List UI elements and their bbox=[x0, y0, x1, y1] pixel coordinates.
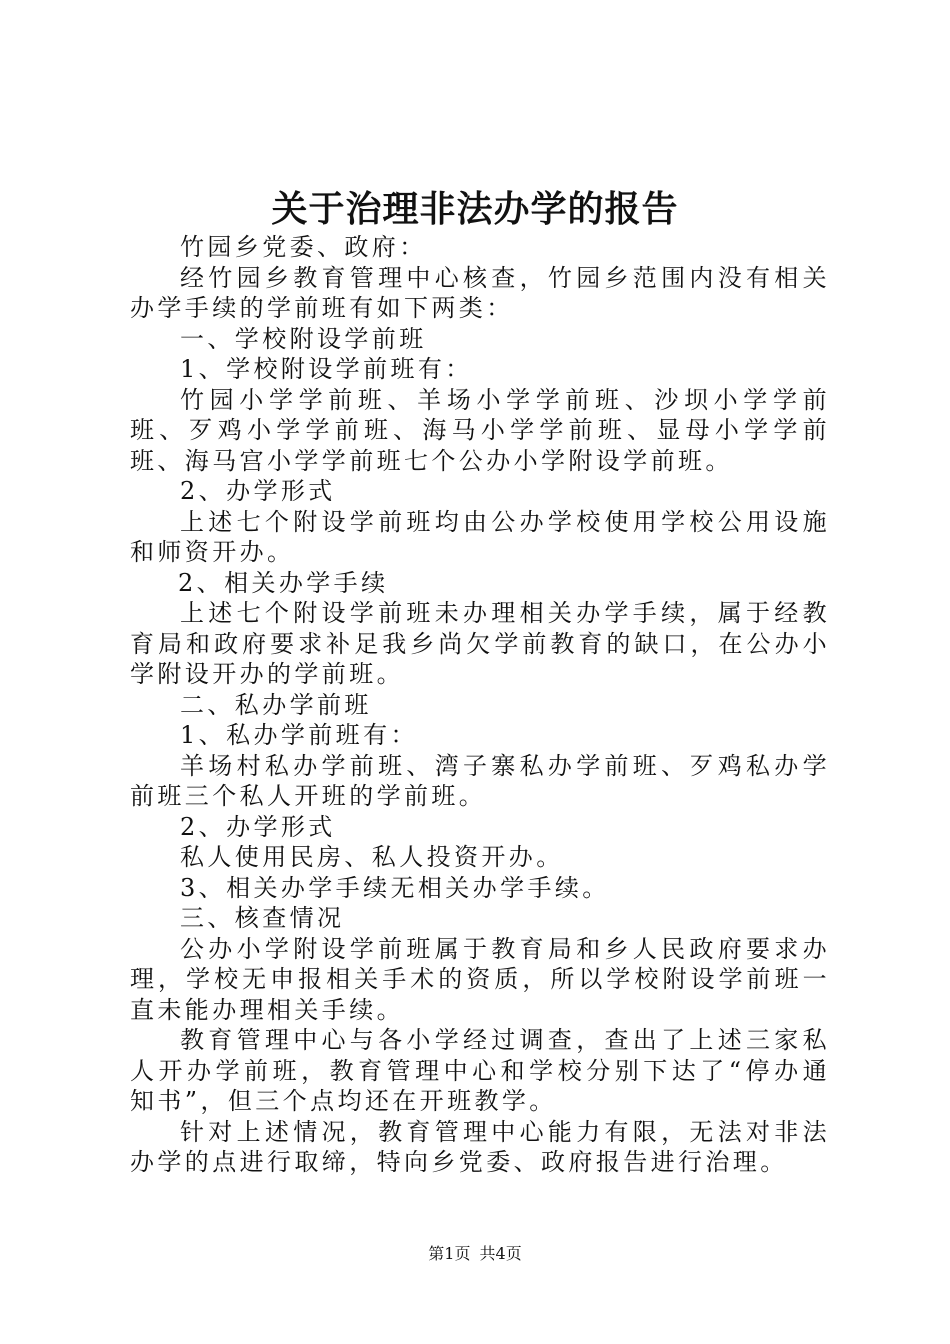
paragraph-school-procedures: 上述七个附设学前班未办理相关办学手续，属于经教育局和政府要求补足我乡尚欠学前教育的缺口，在公办小学附设开办的学前班。 bbox=[130, 599, 830, 688]
section-heading-2: 二、私办学前班 bbox=[180, 690, 372, 719]
page-footer: 第1页 共4页 bbox=[428, 1244, 522, 1263]
paragraph-private-list: 羊场村私办学前班、湾子寨私办学前班、歹鸡私办学前班三个私人开班的学前班。 bbox=[130, 751, 830, 810]
section-heading-3: 三、核查情况 bbox=[180, 904, 345, 932]
paragraph-school-list: 竹园小学学前班、羊场小学学前班、沙坝小学学前班、歹鸡小学学前班、海马小学学前班、显母小学学前班、海马宫小学学前班七个公办小学附设学前班。 bbox=[130, 385, 830, 475]
paragraph-school-form: 上述七个附设学前班均由公办学校使用学校公用设施和师资开办。 bbox=[130, 507, 830, 566]
paragraph-private-procedures: 3、相关办学手续无相关办学手续。 bbox=[180, 873, 610, 902]
salutation: 竹园乡党委、政府： bbox=[180, 233, 427, 261]
subheading-1-1: 1、学校附设学前班有： bbox=[180, 355, 473, 383]
paragraph-private-form: 私人使用民房、私人投资开办。 bbox=[180, 843, 564, 871]
document-body bbox=[130, 232, 830, 1178]
section-heading-1: 一、学校附设学前班 bbox=[180, 324, 427, 353]
subheading-1-2: 2、办学形式 bbox=[180, 477, 336, 505]
document-title: 关于治理非法办学的报告 bbox=[271, 188, 679, 230]
subheading-1-3: 2、相关办学手续 bbox=[178, 568, 389, 597]
paragraph-findings-1: 公办小学附设学前班属于教育局和乡人民政府要求办理，学校无申报相关手术的资质，所以学校附设学前班一直未能办理相关手续。 bbox=[130, 934, 830, 1024]
paragraph-conclusion: 针对上述情况，教育管理中心能力有限，无法对非法办学的点进行取缔，特向乡党委、政府报告进行治理。 bbox=[130, 1117, 830, 1176]
paragraph-intro: 经竹园乡教育管理中心核查，竹园乡范围内没有相关办学手续的学前班有如下两类： bbox=[130, 263, 830, 322]
subheading-2-2: 2、办学形式 bbox=[180, 812, 336, 841]
subheading-2-1: 1、私办学前班有： bbox=[180, 721, 418, 749]
paragraph-findings-2: 教育管理中心与各小学经过调查，查出了上述三家私人开办学前班，教育管理中心和学校分别下达了“停办通知书”，但三个点均还在开班教学。 bbox=[130, 1026, 830, 1115]
